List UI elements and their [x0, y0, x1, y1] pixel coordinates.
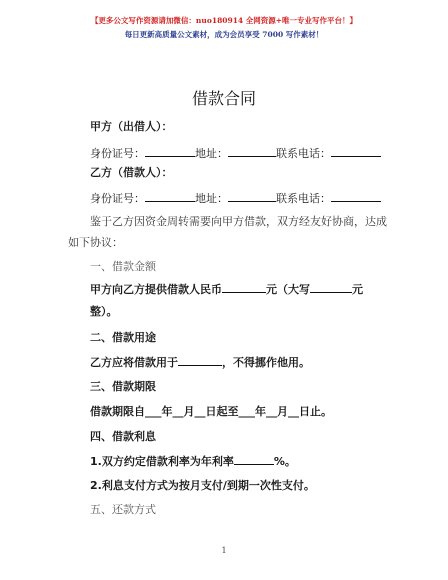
section-1-text	[90, 281, 363, 297]
section-3-text: 借款期限自___年__月__日起至___年__月__日止。	[90, 405, 332, 418]
address-blank	[228, 145, 276, 157]
section-2-text	[90, 354, 310, 370]
section-5-heading: 五、还款方式	[90, 503, 156, 516]
id-number-blank	[145, 190, 195, 202]
percent-sign: %。	[273, 455, 296, 468]
section-2-heading: 二、借款用途	[90, 331, 156, 344]
loan-purpose-blank	[178, 354, 222, 366]
section-4-item-2: 2.利息支付方式为按月支付/到期一次性支付。	[90, 479, 315, 492]
section-1-heading: 一、借款金额	[90, 260, 156, 273]
section-4-item-1	[90, 453, 296, 469]
loan-purpose-restriction: ，不得挪作他用。	[222, 356, 310, 369]
loan-amount-label: 甲方向乙方提供借款人民币	[90, 283, 222, 296]
promo-banner-red: 【更多公文写作资源请加微信：nuo180914 全网资源+唯一专业写作平台！】	[90, 16, 358, 25]
address-label: 地址：	[195, 147, 228, 160]
party-a-label: 甲方（出借人）：	[90, 120, 173, 133]
section-1-text-end: 整）。	[90, 305, 118, 318]
loan-amount-blank	[222, 281, 266, 293]
id-label: 身份证号：	[90, 147, 145, 160]
section-4-heading: 四、借款利息	[90, 430, 156, 443]
phone-label: 联系电话：	[276, 192, 331, 205]
intro-paragraph: 鉴于乙方因资金周转需要向甲方借款，双方经友好协商，达成如下协议：	[68, 215, 387, 249]
loan-purpose-label: 乙方应将借款用于	[90, 356, 178, 369]
id-number-blank	[145, 145, 195, 157]
phone-blank	[331, 190, 381, 202]
amount-unit-label: 元（大写	[266, 283, 310, 296]
document-title: 借款合同	[191, 89, 256, 108]
address-blank	[228, 190, 276, 202]
id-label: 身份证号：	[90, 192, 145, 205]
section-3-heading: 三、借款期限	[90, 380, 156, 393]
promo-banner-blue: 每日更新高质量公文素材，成为会员享受 7000 写作素材！	[124, 30, 324, 39]
interest-rate-blank	[234, 453, 274, 465]
amount-unit-label-2: 元	[352, 283, 363, 296]
amount-uppercase-blank	[310, 281, 352, 293]
party-a-info-row	[90, 145, 381, 161]
phone-blank	[331, 145, 381, 157]
party-b-label: 乙方（借款人）：	[90, 166, 173, 179]
interest-rate-label: 1.双方约定借款利率为年利率	[90, 455, 234, 468]
page-number: 1	[221, 546, 227, 555]
address-label: 地址：	[195, 192, 228, 205]
phone-label: 联系电话：	[276, 147, 331, 160]
party-b-info-row	[90, 190, 381, 206]
